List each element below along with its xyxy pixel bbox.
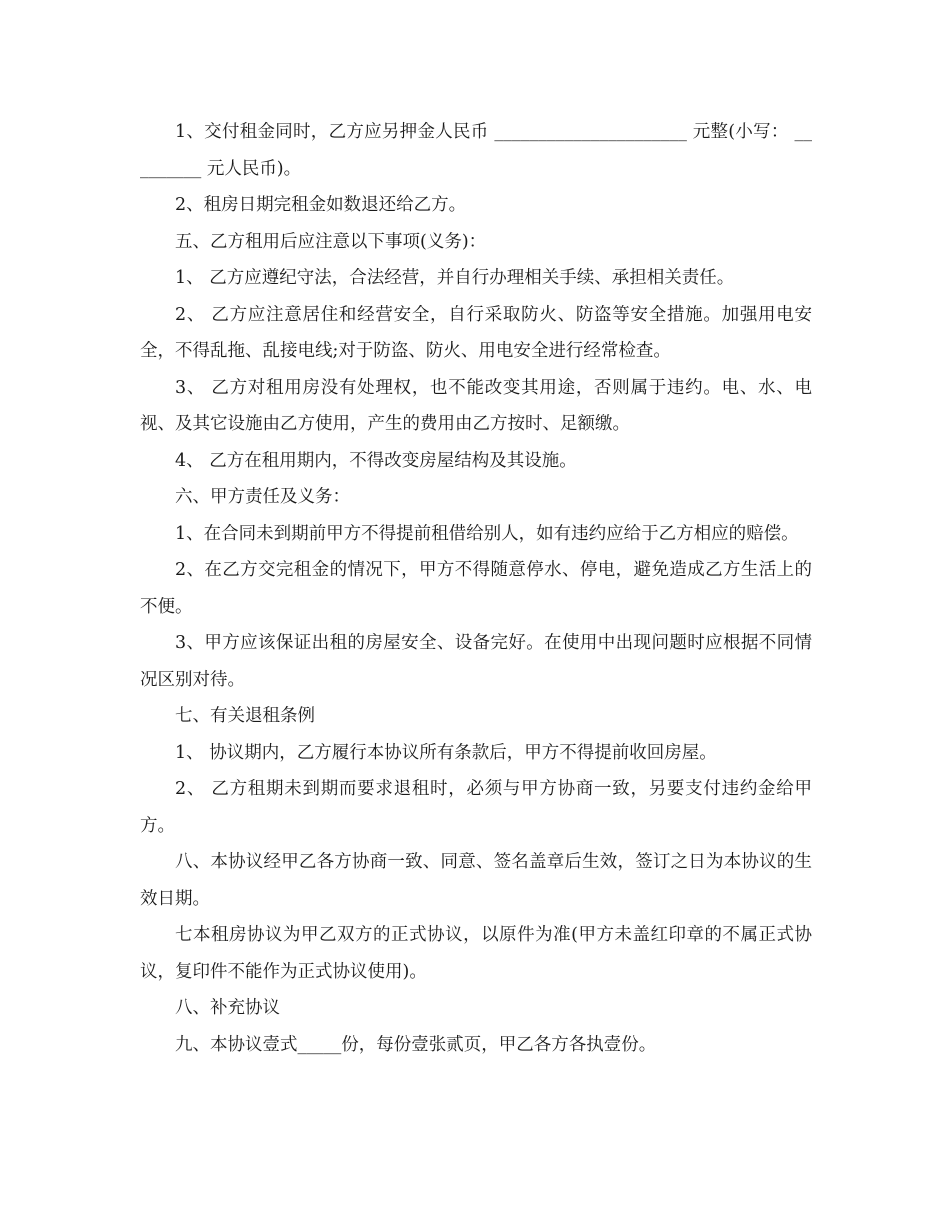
clause-deposit-refund: 2、租房日期完租金如数退还给乙方。	[175, 195, 467, 215]
clause-original-copy: 七本租房协议为甲乙双方的正式协议，以原件为准(甲方未盖红印章的不属正式协议，复印件不能作为正式协议使用)。	[140, 925, 812, 982]
section-heading-landlord-duties: 六、甲方责任及义务：	[175, 487, 350, 507]
clause-effective-date: 八、本协议经甲乙各方协商一致、同意、签名盖章后生效，签订之日为本协议的生效日期。	[140, 852, 812, 909]
clause-tenant-structure: 4、 乙方在租用期内，不得改变房屋结构及其设施。	[175, 450, 577, 471]
clause-deposit: 1、交付租金同时，乙方应另押金人民币 ______________________ 元整(小写： _________ 元人民币)。	[140, 122, 812, 179]
section-heading-termination: 七、有关退租条例	[175, 706, 315, 726]
clause-tenant-law-compliance: 1、 乙方应遵纪守法，合法经营，并自行办理相关手续、承担相关责任。	[175, 268, 735, 288]
clause-termination-landlord: 1、 协议期内，乙方履行本协议所有条款后，甲方不得提前收回房屋。	[175, 742, 717, 763]
section-heading-supplement: 八、补充协议	[175, 998, 280, 1018]
clause-tenant-safety: 2、 乙方应注意居住和经营安全，自行采取防火、防盗等安全措施。加强用电安全，不得乱拖、乱接电线;对于防盗、防火、用电安全进行经常检查。	[140, 304, 812, 361]
document-body	[140, 114, 812, 1063]
clause-landlord-utilities: 2、在乙方交完租金的情况下，甲方不得随意停水、停电，避免造成乙方生活上的不便。	[140, 560, 812, 617]
clause-landlord-safety: 3、甲方应该保证出租的房屋安全、设备完好。在使用中出现问题时应根据不同情况区别对待。	[140, 633, 812, 690]
section-heading-tenant-obligations: 五、乙方租用后应注意以下事项(义务)：	[175, 231, 487, 252]
clause-copies: 九、本协议壹式_____份，每份壹张贰页，甲乙各方各执壹份。	[175, 1034, 657, 1055]
clause-landlord-no-sublet: 1、在合同未到期前甲方不得提前租借给别人，如有违约应给于乙方相应的赔偿。	[175, 523, 799, 544]
clause-termination-tenant: 2、 乙方租期未到期而要求退租时，必须与甲方协商一致，另要支付违约金给甲方。	[140, 779, 812, 836]
clause-tenant-usage: 3、 乙方对租用房没有处理权，也不能改变其用途，否则属于违约。电、水、电视、及其它设施由乙方使用，产生的费用由乙方按时、足额缴。	[140, 377, 812, 434]
